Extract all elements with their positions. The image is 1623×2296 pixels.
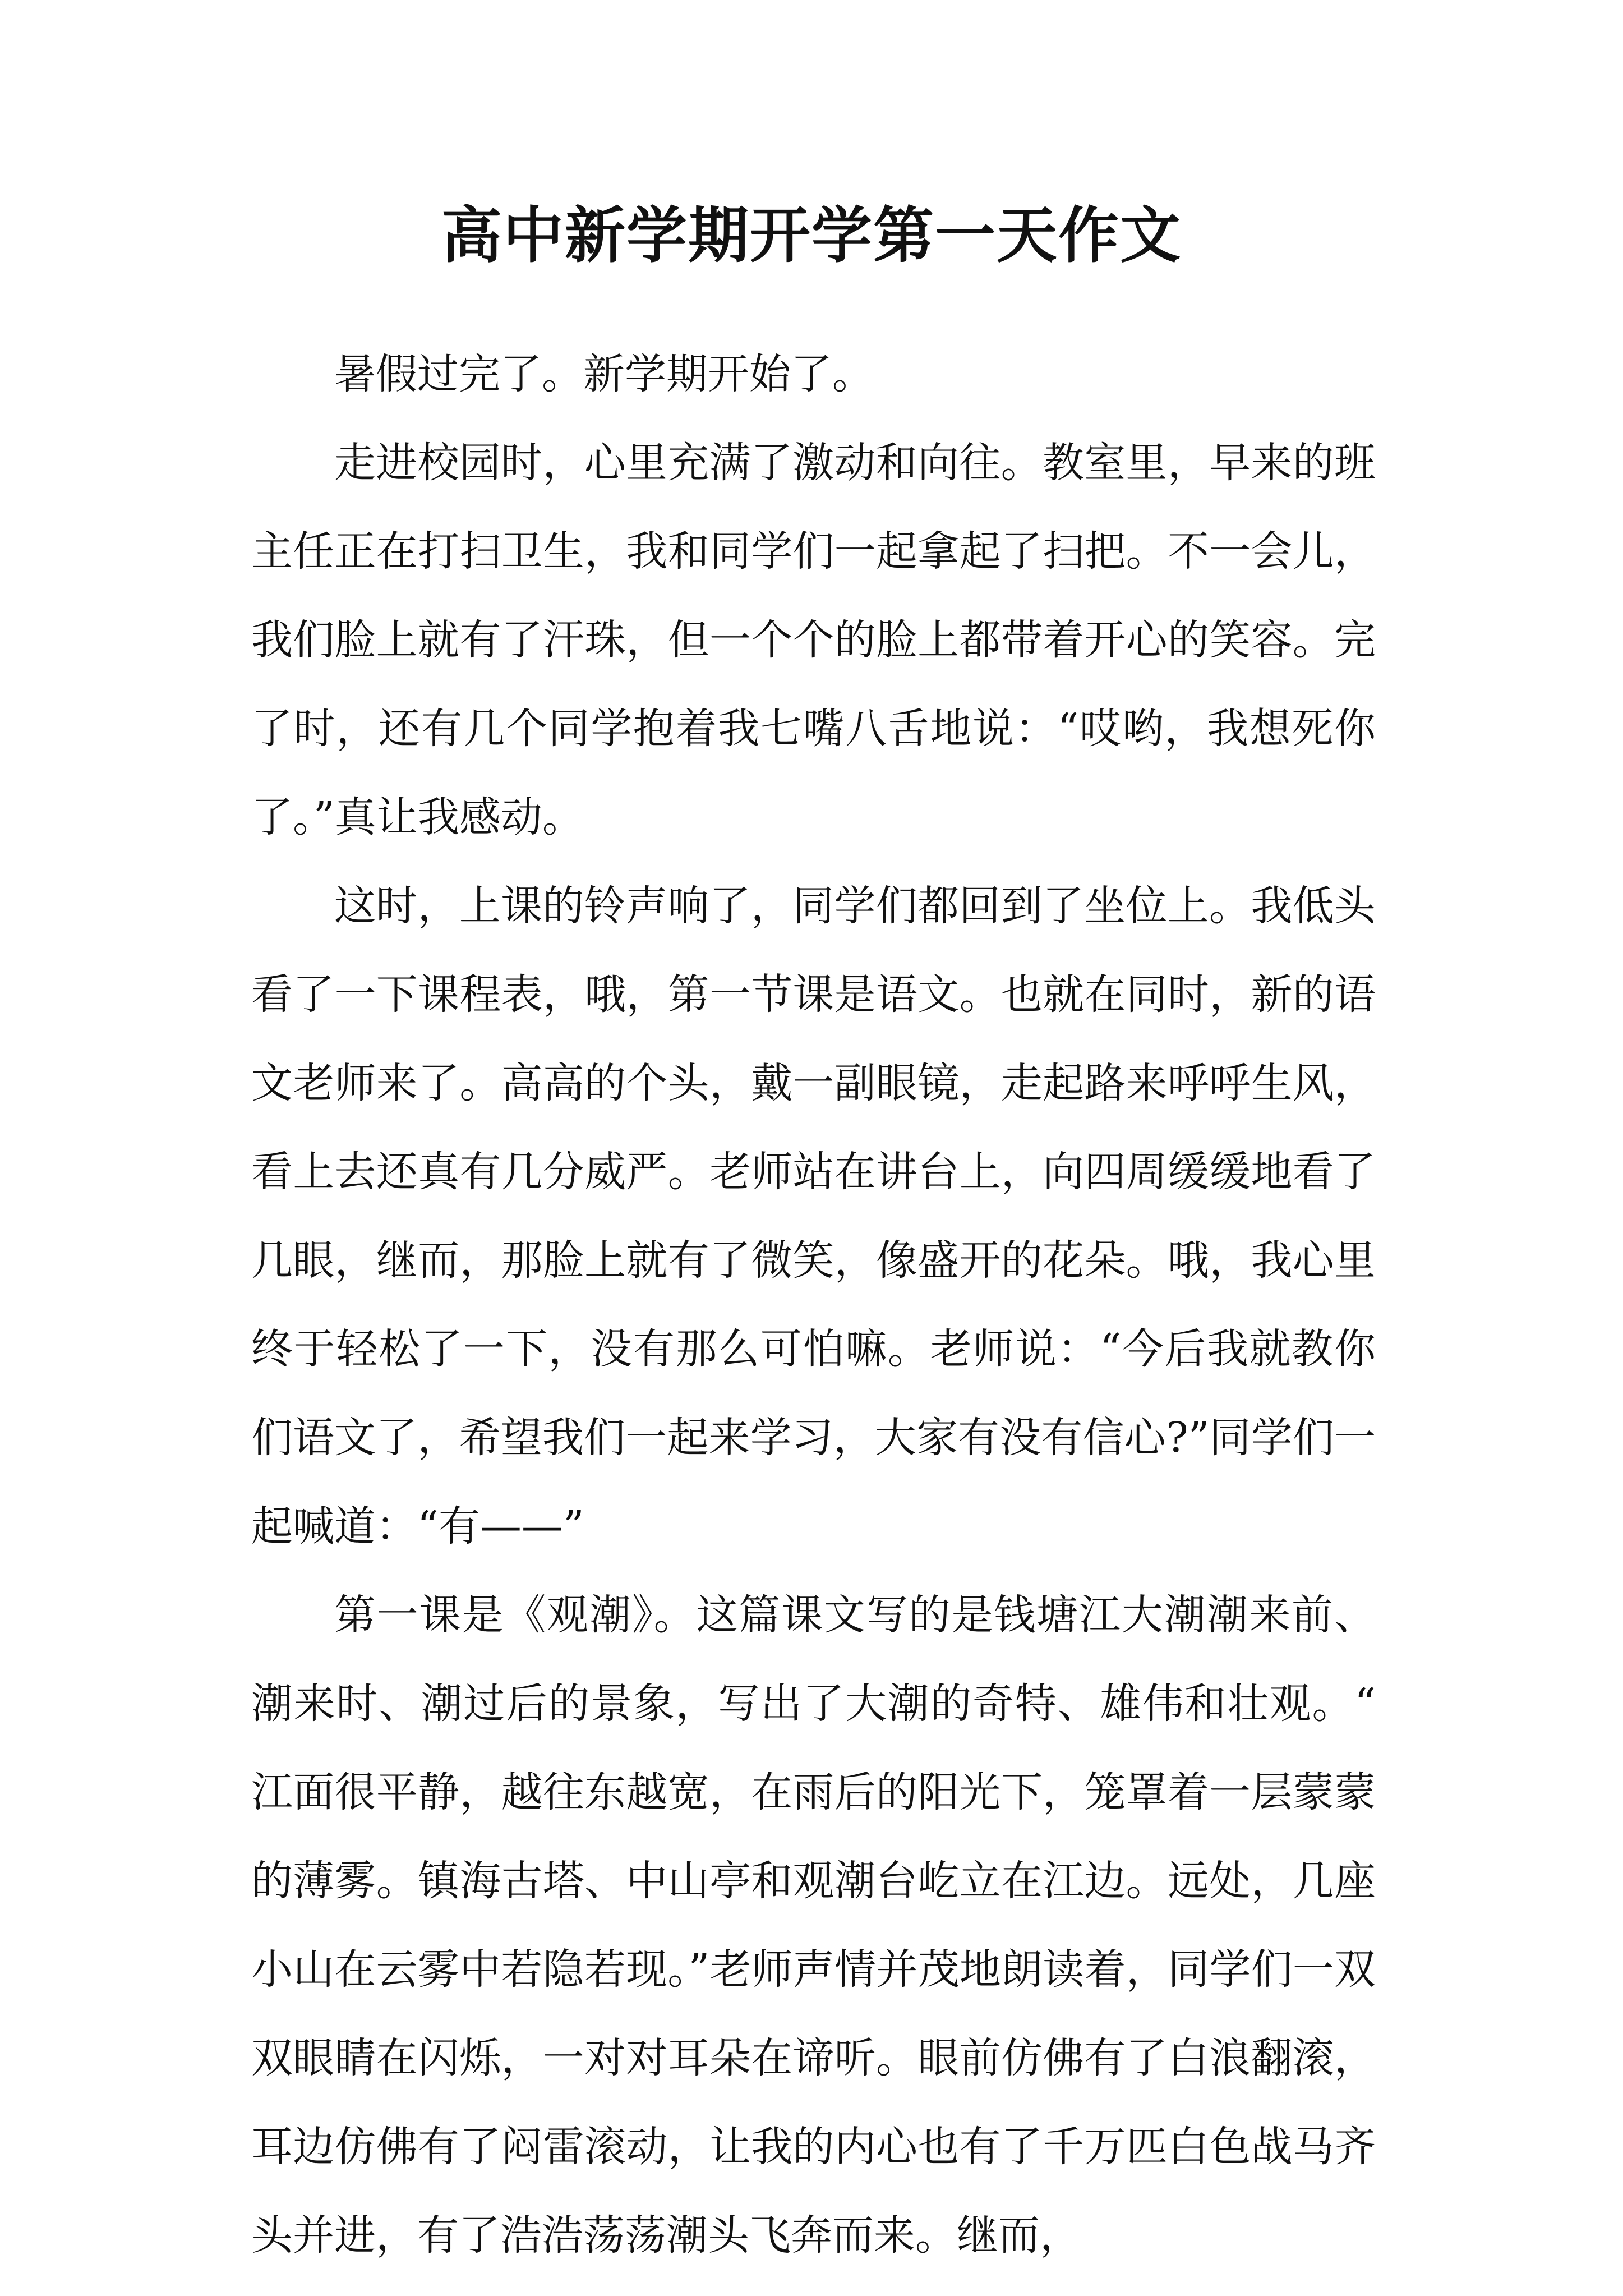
paragraph-1: 暑假过完了。新学期开始了。 xyxy=(334,350,874,398)
paragraph-4: 第一课是《观潮》。这篇课文写的是钱塘江大潮潮来前、潮来时、潮过后的景象，写出了大潮的奇特、雄伟和壮观。“江面很平静，越往东越宽，在雨后的阳光下，笼罩着一层蒙蒙的薄雾。镇海古塔、中山亭和观潮台屹立在江边。远处，几座小山在云雾中若隐若现。”老师声情并茂地朗读着，同学们一双双眼睛在闪烁，一对对耳朵在谛听。眼前仿佛有了白浪翻滚，耳边仿佛有了闷雷滚动，让我的内心也有了千万匹白色战马齐头并进，有了浩浩荡荡潮头飞奔而来。继而， xyxy=(251,1591,1376,2260)
paragraph-3: 这时，上课的铃声响了，同学们都回到了坐位上。我低头看了一下课程表，哦，第一节课是语文。也就在同时，新的语文老师来了。高高的个头，戴一副眼镜，走起路来呼呼生风，看上去还真有几分威严。老师站在讲台上，向四周缓缓地看了几眼，继而，那脸上就有了微笑，像盛开的花朵。哦，我心里终于轻松了一下，没有那么可怕嘛。老师说：“今后我就教你们语文了，希望我们一起来学习，大家有没有信心?”同学们一起喊道：“有——” xyxy=(251,882,1376,1550)
paragraph-2: 走进校园时，心里充满了激动和向往。教室里，早来的班主任正在打扫卫生，我和同学们一起拿起了扫把。不一会儿，我们脸上就有了汗珠，但一个个的脸上都带着开心的笑容。完了时，还有几个同学抱着我七嘴八舌地说：“哎哟，我想死你了。”真让我感动。 xyxy=(251,439,1376,841)
document-body xyxy=(251,330,1376,2280)
document-title: 高中新学期开学第一天作文 xyxy=(441,200,1182,271)
